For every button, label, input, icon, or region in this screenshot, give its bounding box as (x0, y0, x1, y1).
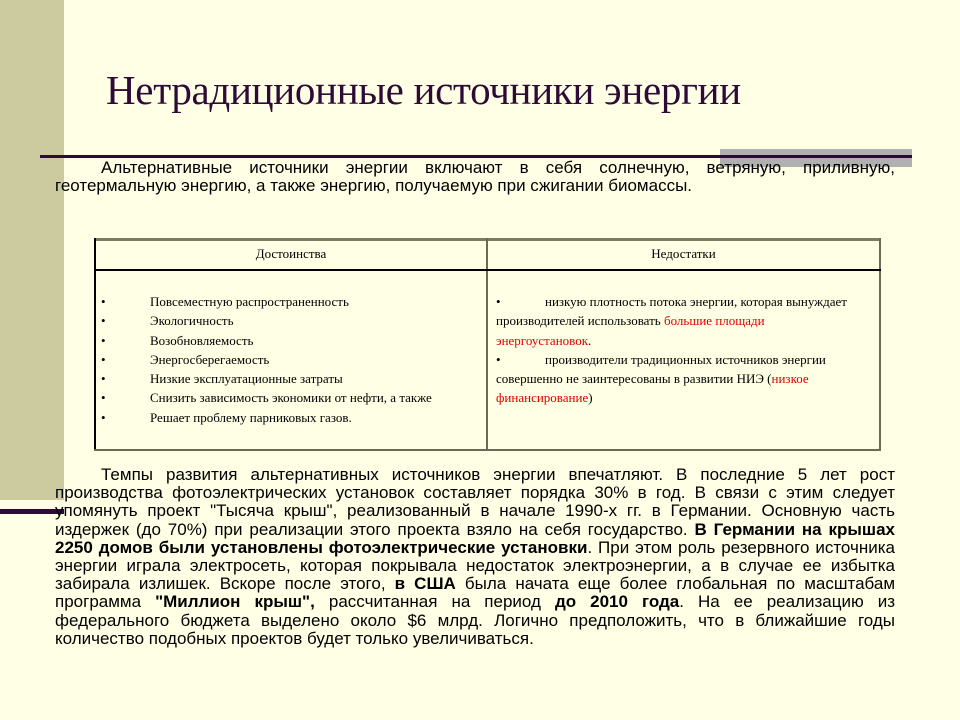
disadvantage-text: низкую плотность потока энергии, которая вынуждает производителей использовать (496, 294, 847, 329)
disadvantage-text-end: . (588, 332, 592, 348)
table-header-advantages: Достоинства (255, 246, 327, 261)
intro-paragraph (55, 159, 895, 195)
paragraph-bold-text: В Германии на крышах 2250 домов были установлены фотоэлектрические установки (55, 519, 895, 557)
paragraph-text: . При этом роль резервного источника энергии играла электросеть, которая покрывала недостаток электроэнергии, а в случае ее избытка забирала излишек. Вскоре после этого, (55, 537, 895, 594)
list-item (101, 311, 481, 330)
paragraph-bold-text: "Миллион крыш", (155, 592, 315, 612)
list-item (101, 350, 481, 369)
main-paragraph (55, 466, 895, 648)
disadvantage-highlight: низкое финансирование (496, 371, 809, 406)
table-header-divider (94, 269, 881, 271)
advantage-text: Экологичность (150, 313, 234, 329)
list-item (101, 331, 481, 350)
paragraph-bold-text: в США (394, 574, 456, 594)
list-item (496, 350, 856, 408)
advantage-text: Повсеместную распространенность (150, 294, 349, 309)
advantage-text: Низкие эксплуатационные затраты (150, 371, 343, 387)
paragraph-text: рассчитанная на период (314, 592, 555, 612)
bullet-icon: • (496, 351, 501, 367)
paragraph-text: Темпы развития альтернативных источников энергии впечатляют. В последние 5 лет рост производства фотоэлектрических установок составляет порядка 30% в год. В связи с этим следует упомянуть проект "Тысяча крыш", реализованный в начале 1990-х гг. в Германии. Основную часть издержек (до 70%) при реализации этого проекта взяло на себя государство. (55, 465, 895, 539)
bullet-icon: • (101, 332, 106, 348)
disadvantage-text: производители традиционных источников энергии совершенно не заинтересованы в развитии НИЭ ( (496, 351, 826, 387)
slide-title: Нетрадиционные источники энергии (106, 67, 741, 113)
paragraph-bold-text: до 2010 года (554, 592, 680, 612)
disadvantage-highlight: большие площади энергоустановок (496, 313, 765, 348)
disadvantages-list (496, 292, 856, 408)
bullet-icon: • (101, 313, 106, 329)
advantages-list (101, 292, 481, 427)
bullet-icon: • (101, 390, 106, 406)
intro-text: Альтернативные источники энергии включают в себя солнечную, ветряную, приливную, геотермальную энергию, а также энергию, получаемую при сжигании биомассы. (55, 158, 895, 196)
bullet-icon: • (496, 294, 501, 309)
table-bottom-border (94, 449, 881, 451)
decorative-left-band (0, 0, 64, 500)
advantage-text: Решает проблему парниковых газов. (150, 409, 352, 425)
disadvantage-text-end: ) (588, 390, 593, 406)
bullet-icon: • (101, 351, 106, 367)
advantage-text: Возобновляемость (150, 332, 254, 348)
advantage-text: Снизить зависимость экономики от нефти, а также (150, 390, 432, 406)
advantage-text: Энергосберегаемость (150, 351, 270, 367)
paragraph-text: была начата еще более глобальная по масштабам программа (55, 574, 896, 612)
list-item (101, 408, 481, 427)
table-header-disadvantages: Недостатки (651, 246, 716, 261)
list-item (101, 369, 481, 388)
list-item (101, 292, 481, 311)
bullet-icon: • (101, 409, 106, 425)
bullet-icon: • (101, 294, 106, 309)
paragraph-text: . На ее реализацию из федерального бюджета выделено около $6 млрд. Логично предположить, что в ближайшие годы количество подобных проектов будет только увеличиваться. (55, 592, 896, 648)
list-item (101, 388, 461, 407)
list-item (496, 292, 856, 350)
bullet-icon: • (101, 371, 106, 387)
